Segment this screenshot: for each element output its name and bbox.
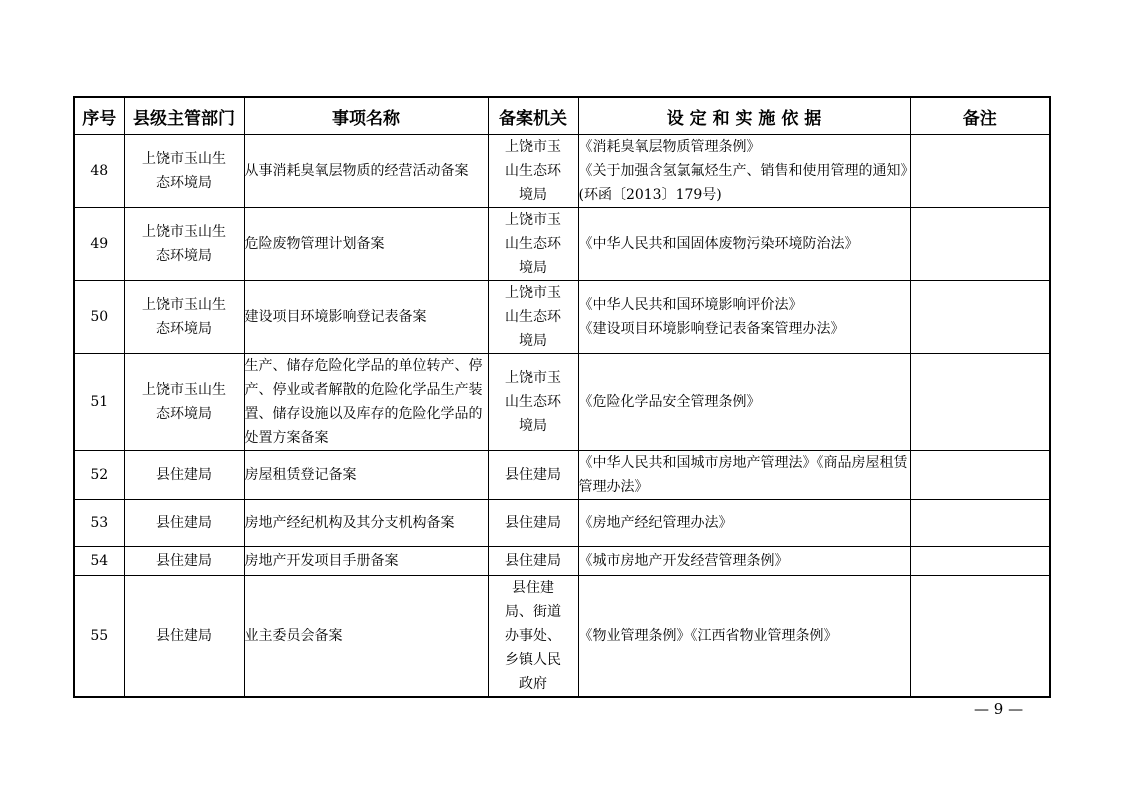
cell-county-department: 县住建局: [124, 576, 244, 698]
cell-county-department: 县住建局: [124, 547, 244, 576]
cell-filing-authority: 上饶市玉山生态环境局: [488, 354, 578, 451]
table-row: [74, 451, 1050, 500]
cell-serial-number: 48: [74, 135, 124, 208]
cell-county-department: 县住建局: [124, 451, 244, 500]
cell-filing-authority: 上饶市玉山生态环境局: [488, 135, 578, 208]
cell-remarks: [910, 354, 1050, 451]
cell-remarks: [910, 576, 1050, 698]
cell-county-department: 上饶市玉山生态环境局: [124, 208, 244, 281]
cell-county-department: 县住建局: [124, 500, 244, 547]
legal-basis-line: 《中华人民共和国固体废物污染环境防治法》: [578, 236, 859, 252]
cell-item-name: 业主委员会备案: [244, 576, 488, 698]
cell-item-name: 危险废物管理计划备案: [244, 208, 488, 281]
table-header-row: [74, 97, 1050, 135]
cell-item-name: 房地产经纪机构及其分支机构备案: [244, 500, 488, 547]
header-item-name: 事项名称: [244, 97, 488, 135]
page-number: — 9 —: [974, 700, 1024, 718]
cell-remarks: [910, 500, 1050, 547]
cell-filing-authority: 县住建局: [488, 500, 578, 547]
header-remarks: 备注: [910, 97, 1050, 135]
cell-county-department: 上饶市玉山生态环境局: [124, 135, 244, 208]
legal-basis-line: 《危险化学品安全管理条例》: [578, 394, 761, 410]
cell-legal-basis: [578, 281, 910, 354]
legal-basis-line: 《建设项目环境影响登记表备案管理办法》: [578, 321, 845, 337]
cell-filing-authority: 县住建局: [488, 451, 578, 500]
table-row: [74, 576, 1050, 698]
header-legal-basis: 设 定 和 实 施 依 据: [578, 97, 910, 135]
cell-legal-basis: [578, 208, 910, 281]
cell-legal-basis: [578, 135, 910, 208]
cell-legal-basis: [578, 500, 910, 547]
cell-item-name: 建设项目环境影响登记表备案: [244, 281, 488, 354]
legal-basis-line: 《消耗臭氧层物质管理条例》: [578, 139, 761, 155]
filing-items-table: [73, 96, 1051, 698]
table-row: [74, 354, 1050, 451]
cell-county-department: 上饶市玉山生态环境局: [124, 354, 244, 451]
cell-serial-number: 53: [74, 500, 124, 547]
cell-item-name: 生产、储存危险化学品的单位转产、停产、停业或者解散的危险化学品生产装置、储存设施以及库存的危险化学品的处置方案备案: [244, 354, 488, 451]
cell-legal-basis: [578, 451, 910, 500]
legal-basis-line: 《中华人民共和国城市房地产管理法》《商品房屋租赁管理办法》: [578, 455, 908, 495]
table-row: [74, 500, 1050, 547]
cell-serial-number: 55: [74, 576, 124, 698]
cell-filing-authority: 上饶市玉山生态环境局: [488, 281, 578, 354]
table-row: [74, 208, 1050, 281]
header-serial-number: 序号: [74, 97, 124, 135]
header-county-department: 县级主管部门: [124, 97, 244, 135]
legal-basis-line: 《关于加强含氢氯氟烃生产、销售和使用管理的通知》(环函〔2013〕179号): [578, 163, 908, 203]
cell-remarks: [910, 451, 1050, 500]
legal-basis-line: 《中华人民共和国环境影响评价法》: [578, 297, 803, 313]
cell-serial-number: 50: [74, 281, 124, 354]
cell-remarks: [910, 208, 1050, 281]
cell-serial-number: 52: [74, 451, 124, 500]
cell-remarks: [910, 281, 1050, 354]
table-row: [74, 281, 1050, 354]
cell-item-name: 房地产开发项目手册备案: [244, 547, 488, 576]
cell-item-name: 房屋租赁登记备案: [244, 451, 488, 500]
cell-legal-basis: [578, 576, 910, 698]
legal-basis-line: 《物业管理条例》《江西省物业管理条例》: [578, 628, 838, 644]
cell-county-department: 上饶市玉山生态环境局: [124, 281, 244, 354]
cell-filing-authority: 上饶市玉山生态环境局: [488, 208, 578, 281]
legal-basis-line: 《城市房地产开发经营管理条例》: [578, 553, 789, 569]
cell-remarks: [910, 135, 1050, 208]
cell-legal-basis: [578, 354, 910, 451]
cell-remarks: [910, 547, 1050, 576]
legal-basis-line: 《房地产经纪管理办法》: [578, 515, 733, 531]
cell-serial-number: 51: [74, 354, 124, 451]
cell-filing-authority: 县住建局: [488, 547, 578, 576]
cell-legal-basis: [578, 547, 910, 576]
table-row: [74, 547, 1050, 576]
header-filing-authority: 备案机关: [488, 97, 578, 135]
cell-filing-authority: 县住建局、街道办事处、乡镇人民政府: [488, 576, 578, 698]
table-row: [74, 135, 1050, 208]
cell-serial-number: 54: [74, 547, 124, 576]
cell-serial-number: 49: [74, 208, 124, 281]
cell-item-name: 从事消耗臭氧层物质的经营活动备案: [244, 135, 488, 208]
